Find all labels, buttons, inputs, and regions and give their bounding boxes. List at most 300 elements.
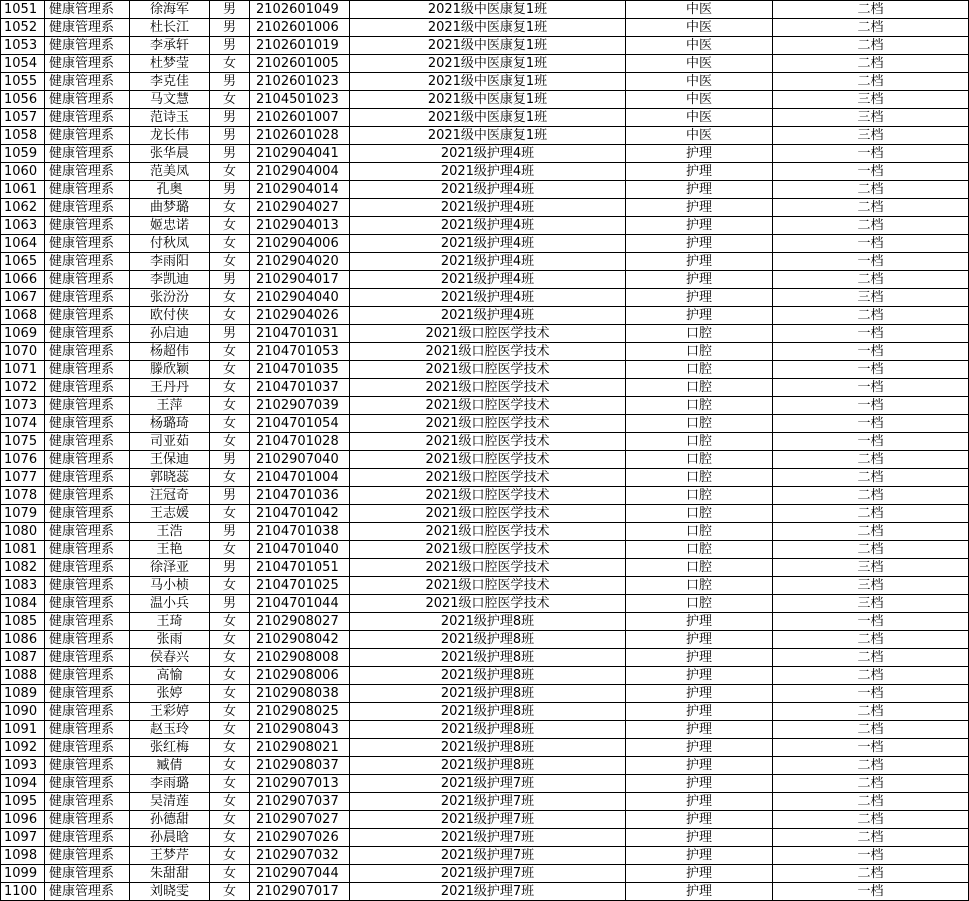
table-row	[1, 235, 969, 253]
department-cell: 健康管理系	[45, 289, 130, 307]
class-cell: 2021级护理8班	[350, 757, 626, 775]
major-cell: 护理	[626, 811, 773, 829]
student-name-cell: 臧倩	[130, 757, 210, 775]
student-id-cell: 2102601005	[250, 55, 350, 73]
row-number-cell: 1098	[1, 847, 45, 865]
major-cell: 护理	[626, 199, 773, 217]
grade-level-cell: 二档	[773, 469, 969, 487]
department-cell: 健康管理系	[45, 541, 130, 559]
grade-level-cell: 二档	[773, 217, 969, 235]
table-row	[1, 487, 969, 505]
department-cell: 健康管理系	[45, 487, 130, 505]
student-name-cell: 刘晓雯	[130, 883, 210, 901]
student-id-cell: 2104701038	[250, 523, 350, 541]
grade-level-cell: 三档	[773, 577, 969, 595]
student-name-cell: 侯春兴	[130, 649, 210, 667]
department-cell: 健康管理系	[45, 163, 130, 181]
gender-cell: 女	[210, 865, 250, 883]
department-cell: 健康管理系	[45, 109, 130, 127]
table-row	[1, 631, 969, 649]
department-cell: 健康管理系	[45, 793, 130, 811]
grade-level-cell: 二档	[773, 703, 969, 721]
student-name-cell: 姬忠诺	[130, 217, 210, 235]
student-id-cell: 2104701051	[250, 559, 350, 577]
student-name-cell: 王保迪	[130, 451, 210, 469]
class-cell: 2021级护理4班	[350, 199, 626, 217]
student-id-cell: 2102908027	[250, 613, 350, 631]
department-cell: 健康管理系	[45, 505, 130, 523]
grade-level-cell: 一档	[773, 361, 969, 379]
student-name-cell: 王琦	[130, 613, 210, 631]
student-name-cell: 张红梅	[130, 739, 210, 757]
row-number-cell: 1096	[1, 811, 45, 829]
row-number-cell: 1089	[1, 685, 45, 703]
major-cell: 口腔	[626, 433, 773, 451]
student-id-cell: 2102907017	[250, 883, 350, 901]
row-number-cell: 1099	[1, 865, 45, 883]
major-cell: 口腔	[626, 505, 773, 523]
department-cell: 健康管理系	[45, 37, 130, 55]
table-row	[1, 325, 969, 343]
major-cell: 护理	[626, 865, 773, 883]
table-row	[1, 289, 969, 307]
row-number-cell: 1088	[1, 667, 45, 685]
major-cell: 中医	[626, 109, 773, 127]
row-number-cell: 1084	[1, 595, 45, 613]
class-cell: 2021级中医康复1班	[350, 55, 626, 73]
major-cell: 护理	[626, 667, 773, 685]
major-cell: 护理	[626, 847, 773, 865]
grade-level-cell: 二档	[773, 541, 969, 559]
department-cell: 健康管理系	[45, 379, 130, 397]
student-name-cell: 郭晓蕊	[130, 469, 210, 487]
major-cell: 护理	[626, 883, 773, 901]
major-cell: 护理	[626, 649, 773, 667]
student-id-cell: 2102907026	[250, 829, 350, 847]
class-cell: 2021级口腔医学技术	[350, 469, 626, 487]
major-cell: 口腔	[626, 487, 773, 505]
major-cell: 护理	[626, 703, 773, 721]
major-cell: 护理	[626, 163, 773, 181]
grade-level-cell: 二档	[773, 307, 969, 325]
grade-level-cell: 二档	[773, 865, 969, 883]
grade-level-cell: 一档	[773, 883, 969, 901]
table-row	[1, 127, 969, 145]
department-cell: 健康管理系	[45, 775, 130, 793]
department-cell: 健康管理系	[45, 55, 130, 73]
student-id-cell: 2102907039	[250, 397, 350, 415]
student-id-cell: 2102601007	[250, 109, 350, 127]
class-cell: 2021级口腔医学技术	[350, 523, 626, 541]
gender-cell: 男	[210, 73, 250, 91]
table-row	[1, 433, 969, 451]
grade-level-cell: 一档	[773, 415, 969, 433]
major-cell: 口腔	[626, 541, 773, 559]
student-id-cell: 2102601049	[250, 1, 350, 19]
gender-cell: 女	[210, 163, 250, 181]
major-cell: 口腔	[626, 415, 773, 433]
major-cell: 护理	[626, 757, 773, 775]
student-name-cell: 马小桢	[130, 577, 210, 595]
table-row	[1, 775, 969, 793]
student-name-cell: 付秋凤	[130, 235, 210, 253]
table-row	[1, 271, 969, 289]
table-row	[1, 469, 969, 487]
student-id-cell: 2104701040	[250, 541, 350, 559]
student-name-cell: 马文慧	[130, 91, 210, 109]
student-id-cell: 2102904020	[250, 253, 350, 271]
student-id-cell: 2102904041	[250, 145, 350, 163]
row-number-cell: 1063	[1, 217, 45, 235]
grade-level-cell: 一档	[773, 433, 969, 451]
student-id-cell: 2102904040	[250, 289, 350, 307]
gender-cell: 女	[210, 469, 250, 487]
student-id-cell: 2102908037	[250, 757, 350, 775]
row-number-cell: 1085	[1, 613, 45, 631]
student-id-cell: 2102601023	[250, 73, 350, 91]
major-cell: 口腔	[626, 523, 773, 541]
student-name-cell: 徐海军	[130, 1, 210, 19]
table-row	[1, 595, 969, 613]
grade-level-cell: 一档	[773, 847, 969, 865]
table-row	[1, 109, 969, 127]
table-row	[1, 739, 969, 757]
row-number-cell: 1069	[1, 325, 45, 343]
row-number-cell: 1062	[1, 199, 45, 217]
major-cell: 护理	[626, 271, 773, 289]
table-row	[1, 451, 969, 469]
major-cell: 口腔	[626, 469, 773, 487]
student-id-cell: 2102907037	[250, 793, 350, 811]
grade-level-cell: 一档	[773, 343, 969, 361]
row-number-cell: 1055	[1, 73, 45, 91]
class-cell: 2021级口腔医学技术	[350, 487, 626, 505]
student-name-cell: 王梦芹	[130, 847, 210, 865]
student-id-cell: 2102908043	[250, 721, 350, 739]
row-number-cell: 1081	[1, 541, 45, 559]
student-name-cell: 范诗玉	[130, 109, 210, 127]
student-name-cell: 王彩婷	[130, 703, 210, 721]
row-number-cell: 1097	[1, 829, 45, 847]
table-row	[1, 1, 969, 19]
grade-level-cell: 二档	[773, 487, 969, 505]
department-cell: 健康管理系	[45, 847, 130, 865]
grade-level-cell: 二档	[773, 757, 969, 775]
student-name-cell: 张汾汾	[130, 289, 210, 307]
department-cell: 健康管理系	[45, 667, 130, 685]
class-cell: 2021级护理8班	[350, 739, 626, 757]
gender-cell: 女	[210, 199, 250, 217]
grade-level-cell: 二档	[773, 811, 969, 829]
grade-level-cell: 二档	[773, 793, 969, 811]
gender-cell: 男	[210, 271, 250, 289]
student-id-cell: 2102904013	[250, 217, 350, 235]
grade-level-cell: 一档	[773, 253, 969, 271]
grade-level-cell: 二档	[773, 271, 969, 289]
class-cell: 2021级护理4班	[350, 145, 626, 163]
department-cell: 健康管理系	[45, 577, 130, 595]
gender-cell: 女	[210, 811, 250, 829]
student-name-cell: 杨超伟	[130, 343, 210, 361]
department-cell: 健康管理系	[45, 19, 130, 37]
class-cell: 2021级口腔医学技术	[350, 559, 626, 577]
row-number-cell: 1087	[1, 649, 45, 667]
major-cell: 中医	[626, 19, 773, 37]
row-number-cell: 1094	[1, 775, 45, 793]
department-cell: 健康管理系	[45, 631, 130, 649]
class-cell: 2021级护理7班	[350, 847, 626, 865]
student-name-cell: 曲梦璐	[130, 199, 210, 217]
grade-level-cell: 二档	[773, 721, 969, 739]
row-number-cell: 1077	[1, 469, 45, 487]
student-name-cell: 李承轩	[130, 37, 210, 55]
department-cell: 健康管理系	[45, 433, 130, 451]
gender-cell: 女	[210, 685, 250, 703]
table-row	[1, 577, 969, 595]
gender-cell: 男	[210, 145, 250, 163]
class-cell: 2021级口腔医学技术	[350, 505, 626, 523]
table-row	[1, 91, 969, 109]
department-cell: 健康管理系	[45, 235, 130, 253]
row-number-cell: 1092	[1, 739, 45, 757]
row-number-cell: 1074	[1, 415, 45, 433]
row-number-cell: 1053	[1, 37, 45, 55]
student-name-cell: 司亚茹	[130, 433, 210, 451]
class-cell: 2021级护理8班	[350, 649, 626, 667]
department-cell: 健康管理系	[45, 613, 130, 631]
class-cell: 2021级中医康复1班	[350, 19, 626, 37]
class-cell: 2021级护理7班	[350, 883, 626, 901]
student-id-cell: 2102601006	[250, 19, 350, 37]
gender-cell: 女	[210, 667, 250, 685]
table-row	[1, 37, 969, 55]
row-number-cell: 1065	[1, 253, 45, 271]
department-cell: 健康管理系	[45, 181, 130, 199]
department-cell: 健康管理系	[45, 73, 130, 91]
row-number-cell: 1058	[1, 127, 45, 145]
department-cell: 健康管理系	[45, 271, 130, 289]
student-name-cell: 孔奥	[130, 181, 210, 199]
class-cell: 2021级中医康复1班	[350, 1, 626, 19]
class-cell: 2021级口腔医学技术	[350, 595, 626, 613]
major-cell: 护理	[626, 145, 773, 163]
major-cell: 护理	[626, 721, 773, 739]
student-name-cell: 王丹丹	[130, 379, 210, 397]
student-name-cell: 李雨阳	[130, 253, 210, 271]
class-cell: 2021级中医康复1班	[350, 109, 626, 127]
table-row	[1, 307, 969, 325]
class-cell: 2021级护理8班	[350, 721, 626, 739]
class-cell: 2021级口腔医学技术	[350, 343, 626, 361]
major-cell: 护理	[626, 217, 773, 235]
gender-cell: 男	[210, 37, 250, 55]
row-number-cell: 1090	[1, 703, 45, 721]
major-cell: 护理	[626, 793, 773, 811]
major-cell: 中医	[626, 91, 773, 109]
student-name-cell: 龙长伟	[130, 127, 210, 145]
row-number-cell: 1079	[1, 505, 45, 523]
grade-level-cell: 二档	[773, 649, 969, 667]
class-cell: 2021级口腔医学技术	[350, 451, 626, 469]
table-row	[1, 181, 969, 199]
table-body	[1, 1, 969, 901]
class-cell: 2021级中医康复1班	[350, 37, 626, 55]
class-cell: 2021级口腔医学技术	[350, 397, 626, 415]
table-row	[1, 217, 969, 235]
gender-cell: 女	[210, 253, 250, 271]
class-cell: 2021级护理7班	[350, 829, 626, 847]
row-number-cell: 1057	[1, 109, 45, 127]
student-name-cell: 张雨	[130, 631, 210, 649]
row-number-cell: 1066	[1, 271, 45, 289]
grade-level-cell: 一档	[773, 379, 969, 397]
student-name-cell: 孙启迪	[130, 325, 210, 343]
gender-cell: 女	[210, 613, 250, 631]
department-cell: 健康管理系	[45, 217, 130, 235]
department-cell: 健康管理系	[45, 883, 130, 901]
table-row	[1, 667, 969, 685]
grade-level-cell: 一档	[773, 325, 969, 343]
row-number-cell: 1060	[1, 163, 45, 181]
gender-cell: 女	[210, 631, 250, 649]
department-cell: 健康管理系	[45, 685, 130, 703]
gender-cell: 女	[210, 379, 250, 397]
row-number-cell: 1067	[1, 289, 45, 307]
class-cell: 2021级护理4班	[350, 289, 626, 307]
student-name-cell: 范美凤	[130, 163, 210, 181]
department-cell: 健康管理系	[45, 1, 130, 19]
class-cell: 2021级中医康复1班	[350, 73, 626, 91]
gender-cell: 女	[210, 883, 250, 901]
student-name-cell: 张华晨	[130, 145, 210, 163]
row-number-cell: 1070	[1, 343, 45, 361]
gender-cell: 男	[210, 595, 250, 613]
grade-level-cell: 一档	[773, 613, 969, 631]
student-id-cell: 2102904004	[250, 163, 350, 181]
department-cell: 健康管理系	[45, 127, 130, 145]
table-row	[1, 757, 969, 775]
gender-cell: 女	[210, 757, 250, 775]
student-id-cell: 2102907044	[250, 865, 350, 883]
row-number-cell: 1073	[1, 397, 45, 415]
major-cell: 护理	[626, 631, 773, 649]
class-cell: 2021级护理8班	[350, 685, 626, 703]
gender-cell: 女	[210, 307, 250, 325]
student-id-cell: 2102904017	[250, 271, 350, 289]
grade-level-cell: 一档	[773, 397, 969, 415]
grade-level-cell: 三档	[773, 91, 969, 109]
department-cell: 健康管理系	[45, 451, 130, 469]
table-row	[1, 523, 969, 541]
class-cell: 2021级护理4班	[350, 235, 626, 253]
class-cell: 2021级护理4班	[350, 217, 626, 235]
grade-level-cell: 三档	[773, 109, 969, 127]
gender-cell: 女	[210, 649, 250, 667]
student-id-cell: 2102908006	[250, 667, 350, 685]
gender-cell: 女	[210, 703, 250, 721]
gender-cell: 女	[210, 793, 250, 811]
row-number-cell: 1056	[1, 91, 45, 109]
major-cell: 护理	[626, 685, 773, 703]
class-cell: 2021级护理7班	[350, 811, 626, 829]
class-cell: 2021级口腔医学技术	[350, 541, 626, 559]
grade-level-cell: 一档	[773, 145, 969, 163]
table-row	[1, 829, 969, 847]
student-name-cell: 李凯迪	[130, 271, 210, 289]
table-row	[1, 253, 969, 271]
gender-cell: 女	[210, 217, 250, 235]
student-name-cell: 高愉	[130, 667, 210, 685]
major-cell: 口腔	[626, 325, 773, 343]
row-number-cell: 1075	[1, 433, 45, 451]
student-name-cell: 杜梦莹	[130, 55, 210, 73]
grade-level-cell: 二档	[773, 523, 969, 541]
grade-level-cell: 二档	[773, 667, 969, 685]
gender-cell: 男	[210, 127, 250, 145]
table-row	[1, 613, 969, 631]
department-cell: 健康管理系	[45, 649, 130, 667]
table-row	[1, 343, 969, 361]
row-number-cell: 1080	[1, 523, 45, 541]
department-cell: 健康管理系	[45, 307, 130, 325]
row-number-cell: 1093	[1, 757, 45, 775]
major-cell: 口腔	[626, 577, 773, 595]
class-cell: 2021级中医康复1班	[350, 127, 626, 145]
student-name-cell: 徐泽亚	[130, 559, 210, 577]
table-row	[1, 199, 969, 217]
department-cell: 健康管理系	[45, 199, 130, 217]
student-id-cell: 2104701025	[250, 577, 350, 595]
class-cell: 2021级护理4班	[350, 271, 626, 289]
row-number-cell: 1078	[1, 487, 45, 505]
gender-cell: 女	[210, 829, 250, 847]
row-number-cell: 1068	[1, 307, 45, 325]
major-cell: 中医	[626, 37, 773, 55]
student-id-cell: 2102904027	[250, 199, 350, 217]
row-number-cell: 1071	[1, 361, 45, 379]
department-cell: 健康管理系	[45, 595, 130, 613]
grade-level-cell: 二档	[773, 55, 969, 73]
major-cell: 口腔	[626, 361, 773, 379]
gender-cell: 男	[210, 523, 250, 541]
table-row	[1, 541, 969, 559]
department-cell: 健康管理系	[45, 721, 130, 739]
department-cell: 健康管理系	[45, 91, 130, 109]
grade-level-cell: 一档	[773, 235, 969, 253]
student-id-cell: 2102908021	[250, 739, 350, 757]
row-number-cell: 1083	[1, 577, 45, 595]
major-cell: 口腔	[626, 559, 773, 577]
student-name-cell: 孙晨晗	[130, 829, 210, 847]
row-number-cell: 1064	[1, 235, 45, 253]
table-row	[1, 19, 969, 37]
student-name-cell: 王艳	[130, 541, 210, 559]
student-id-cell: 2104701028	[250, 433, 350, 451]
student-id-cell: 2104701035	[250, 361, 350, 379]
department-cell: 健康管理系	[45, 397, 130, 415]
class-cell: 2021级护理7班	[350, 775, 626, 793]
student-name-cell: 欧付侠	[130, 307, 210, 325]
table-row	[1, 415, 969, 433]
class-cell: 2021级口腔医学技术	[350, 325, 626, 343]
student-id-cell: 2104701036	[250, 487, 350, 505]
class-cell: 2021级口腔医学技术	[350, 379, 626, 397]
class-cell: 2021级口腔医学技术	[350, 415, 626, 433]
class-cell: 2021级护理8班	[350, 703, 626, 721]
gender-cell: 男	[210, 325, 250, 343]
gender-cell: 女	[210, 289, 250, 307]
table-row	[1, 649, 969, 667]
